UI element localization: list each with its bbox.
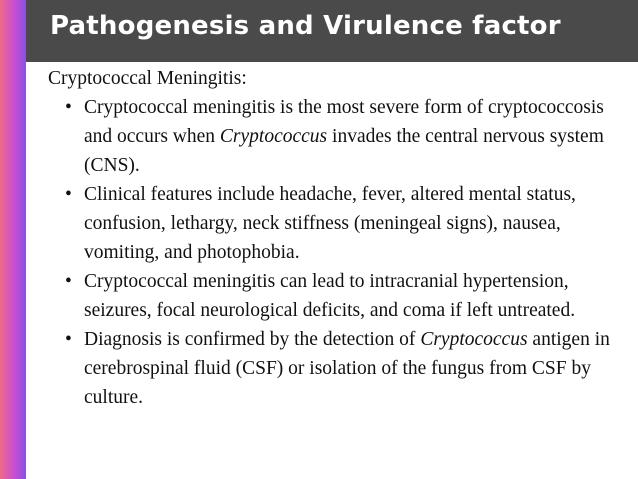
bullet-emphasis: Cryptococcus [219, 126, 328, 147]
slide-title: Pathogenesis and Virulence factor [50, 11, 561, 41]
bullet-item [48, 93, 623, 180]
bullet-icon: • [65, 97, 72, 118]
bullet-icon: • [65, 329, 72, 350]
slide-body [48, 64, 623, 412]
bullet-item [48, 180, 623, 267]
bullet-text: Diagnosis is confirmed by the detection of [84, 329, 421, 350]
bullet-text: Cryptococcal meningitis can lead to intracranial hypertension, seizures, focal neurological deficits, and coma if left untreated. [84, 271, 576, 321]
bullet-text-continued: invades the central nervous system (CNS). [84, 126, 604, 176]
bullet-text: Cryptococcal meningitis is the most severe form of cryptococcosis and occurs when [84, 97, 604, 147]
bullet-icon: • [65, 184, 72, 205]
bullet-emphasis: Cryptococcus [420, 329, 528, 350]
bullet-list [48, 93, 623, 412]
bullet-item [48, 267, 623, 325]
bullet-text-continued: antigen in cerebrospinal fluid (CSF) or isolation of the fungus from CSF by culture. [84, 329, 610, 408]
accent-side-bar [0, 0, 26, 479]
title-bar [26, 0, 638, 62]
bullet-item [48, 325, 623, 412]
section-heading: Cryptococcal Meningitis: [48, 68, 247, 89]
bullet-text: Clinical features include headache, fever, altered mental status, confusion, lethargy, neck stiffness (meningeal signs), nausea, vomiting, and photophobia. [84, 184, 576, 263]
bullet-icon: • [65, 271, 72, 292]
